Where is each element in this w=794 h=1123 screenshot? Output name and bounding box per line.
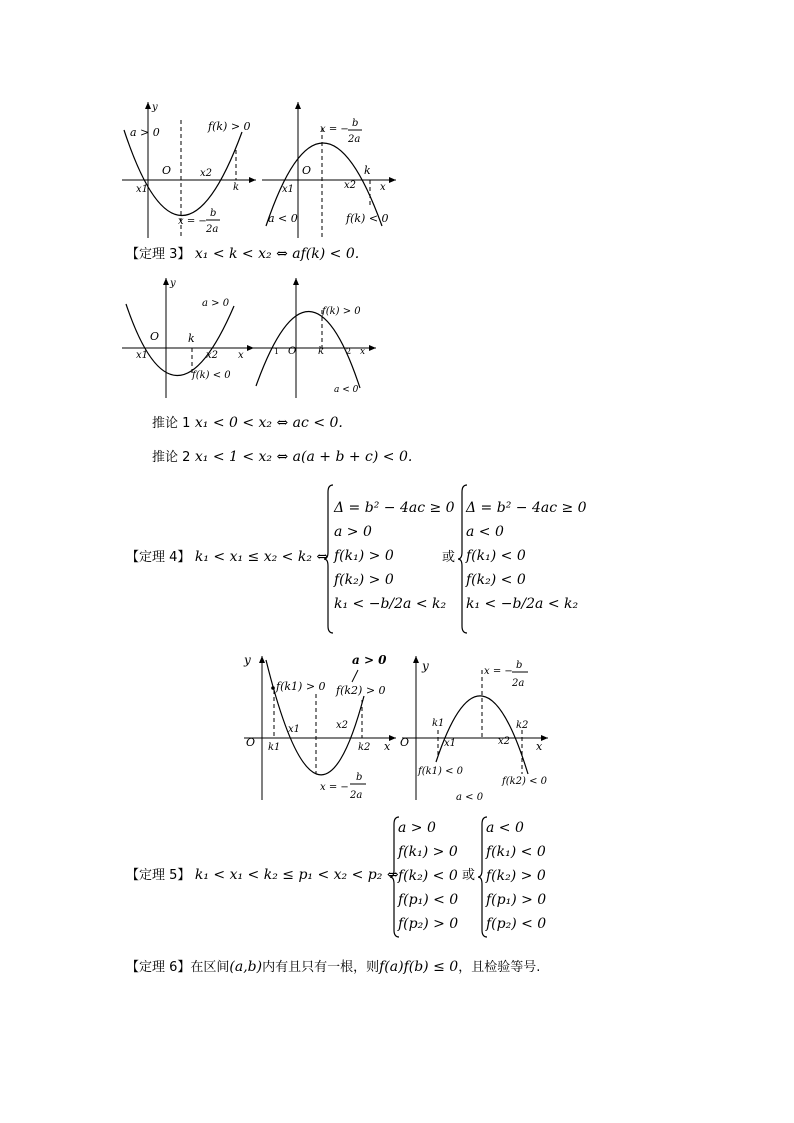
theorem-6-text3: ，且检验等号. xyxy=(458,960,541,975)
fk2-label: f(k2) < 0 xyxy=(502,776,548,787)
b-label: b xyxy=(352,118,359,129)
a-positive-label: a > 0 xyxy=(202,298,230,309)
theorem-5-or: 或 xyxy=(462,868,476,883)
y-axis-label: y xyxy=(244,653,251,667)
fk-label: f(k) < 0 xyxy=(192,370,231,381)
twoa-label: 2a xyxy=(206,224,219,235)
twoa-label: 2a xyxy=(512,678,525,689)
fk1-label: f(k1) < 0 xyxy=(418,766,464,777)
b-label: b xyxy=(210,208,217,219)
k-label: k xyxy=(233,182,240,193)
y-axis-label: y xyxy=(422,659,429,673)
theorem-3-label: 【定理 3】 xyxy=(126,247,191,262)
condition: f(p₂) < 0 xyxy=(486,916,547,932)
k-label: k xyxy=(188,332,195,345)
theorem-4-formula: k₁ < x₁ ≤ x₂ < k₂ ⇔ xyxy=(194,549,329,565)
k2-label: k2 xyxy=(358,742,371,753)
theorem-5-formula: k₁ < x₁ < k₂ ≤ p₁ < x₂ < p₂ ⇔ xyxy=(194,867,399,883)
figure-2-left-graph xyxy=(118,276,258,400)
figure-1-left-graph xyxy=(118,100,258,240)
condition: a < 0 xyxy=(486,820,524,836)
theorem-6-label: 【定理 6】 xyxy=(126,960,191,975)
theorem-4-lhs xyxy=(126,548,328,567)
theorem-4-or: 或 xyxy=(442,550,456,565)
k-label: k xyxy=(318,346,325,357)
b-label: b xyxy=(356,772,363,783)
condition: f(k₁) > 0 xyxy=(398,844,458,860)
k2-label: k2 xyxy=(516,720,529,731)
condition: f(k₁) < 0 xyxy=(466,548,526,564)
corollary-1-label: 推论 1 xyxy=(152,416,191,431)
a-negative-label: a < 0 xyxy=(456,792,484,803)
x-axis-label: x xyxy=(384,740,391,753)
x1-label: x1 xyxy=(282,184,295,195)
fk-label: f(k) > 0 xyxy=(208,120,251,133)
theorem-5-lhs xyxy=(126,866,399,885)
b-label: b xyxy=(516,660,523,671)
condition: k₁ < −b/2a < k₂ xyxy=(334,596,447,612)
condition: f(k₂) < 0 xyxy=(466,572,526,588)
vertex-label: x = − xyxy=(484,666,513,677)
x2-label: x2 xyxy=(498,736,511,747)
corollary-2-formula: x₁ < 1 < x₂ ⇔ a(a + b + c) < 0. xyxy=(194,449,413,465)
condition: k₁ < −b/2a < k₂ xyxy=(466,596,579,612)
a-negative-label: a < 0 xyxy=(268,212,298,225)
condition: a > 0 xyxy=(334,524,372,540)
fk2-label: f(k2) > 0 xyxy=(336,684,386,697)
x-axis-label: x xyxy=(360,347,366,357)
condition: f(p₁) > 0 xyxy=(486,892,547,908)
corollary-2 xyxy=(152,448,412,467)
theorem-6 xyxy=(126,958,540,977)
theorem-6-text1: 在区间 xyxy=(190,960,230,975)
figure-3-left-graph xyxy=(240,650,400,810)
condition: a > 0 xyxy=(398,820,436,836)
x-axis-label: x xyxy=(238,350,244,361)
y-axis-label: y xyxy=(170,278,176,289)
corollary-1 xyxy=(152,414,343,433)
theorem-4-left-brace xyxy=(324,484,334,634)
fk-label: f(k) > 0 xyxy=(322,306,361,317)
x2-label: x2 xyxy=(206,350,219,361)
x1-label: x1 xyxy=(288,724,301,735)
theorem-5-left-conditions xyxy=(398,816,458,936)
x1-label: x1 xyxy=(136,184,149,195)
condition: a < 0 xyxy=(466,524,504,540)
theorem-5-label: 【定理 5】 xyxy=(126,868,191,883)
figure-1-right-graph xyxy=(262,100,402,240)
k1-label: k1 xyxy=(432,718,445,729)
a-positive-label: a > 0 xyxy=(130,126,160,139)
x1-label: 1 xyxy=(274,347,280,356)
theorem-6-interval: (a,b) xyxy=(229,959,263,975)
k1-label: k1 xyxy=(268,742,281,753)
x1-label: x1 xyxy=(444,738,457,749)
condition: Δ = b² − 4ac ≥ 0 xyxy=(466,500,587,516)
figure-3-right-graph xyxy=(398,650,558,810)
vertex-label: x = − xyxy=(320,782,349,793)
twoa-label: 2a xyxy=(350,790,363,801)
theorem-6-formula: f(a)f(b) ≤ 0 xyxy=(379,959,459,975)
fk1-label: f(k1) > 0 xyxy=(276,680,326,693)
x2-label: x2 xyxy=(344,180,357,191)
x1-label: x1 xyxy=(136,350,149,361)
theorem-6-text2: 内有且只有一根，则 xyxy=(262,960,380,975)
x-axis-label: x xyxy=(380,182,386,193)
k-label: k xyxy=(364,164,371,177)
theorem-3 xyxy=(126,245,359,264)
vertex-label: x = − xyxy=(320,124,349,135)
x2-label: x2 xyxy=(336,720,349,731)
condition: Δ = b² − 4ac ≥ 0 xyxy=(334,500,455,516)
x2-label: x2 xyxy=(200,168,213,179)
x2-label: 2 xyxy=(346,347,352,356)
origin-label: O xyxy=(302,164,312,177)
theorem-4-right-conditions xyxy=(466,496,587,616)
condition: f(k₁) > 0 xyxy=(334,548,394,564)
condition: f(k₁) < 0 xyxy=(486,844,546,860)
a-negative-label: a < 0 xyxy=(334,385,359,395)
corollary-1-formula: x₁ < 0 < x₂ ⇔ ac < 0. xyxy=(194,415,343,431)
a-positive-label: a > 0 xyxy=(352,653,387,667)
theorem-5-right-conditions xyxy=(486,816,546,936)
origin-label: O xyxy=(150,330,160,343)
theorem-3-formula: x₁ < k < x₂ ⇔ af(k) < 0. xyxy=(194,246,360,262)
origin-label: O xyxy=(246,736,256,749)
condition: f(p₂) > 0 xyxy=(398,916,459,932)
x-axis-label: x xyxy=(536,740,543,753)
theorem-4-left-conditions xyxy=(334,496,455,616)
condition: f(k₂) > 0 xyxy=(486,868,546,884)
condition: f(k₂) > 0 xyxy=(334,572,394,588)
origin-label: O xyxy=(400,736,410,749)
y-axis-label: y xyxy=(152,102,158,113)
condition: f(p₁) < 0 xyxy=(398,892,459,908)
origin-label: O xyxy=(162,164,172,177)
theorem-4-label: 【定理 4】 xyxy=(126,550,191,565)
figure-2-right-graph xyxy=(252,276,382,400)
origin-label: O xyxy=(288,346,297,357)
vertex-label: x = − xyxy=(178,216,207,227)
fk-label: f(k) < 0 xyxy=(346,212,389,225)
twoa-label: 2a xyxy=(348,134,361,145)
corollary-2-label: 推论 2 xyxy=(152,450,191,465)
condition: f(k₂) < 0 xyxy=(398,868,458,884)
